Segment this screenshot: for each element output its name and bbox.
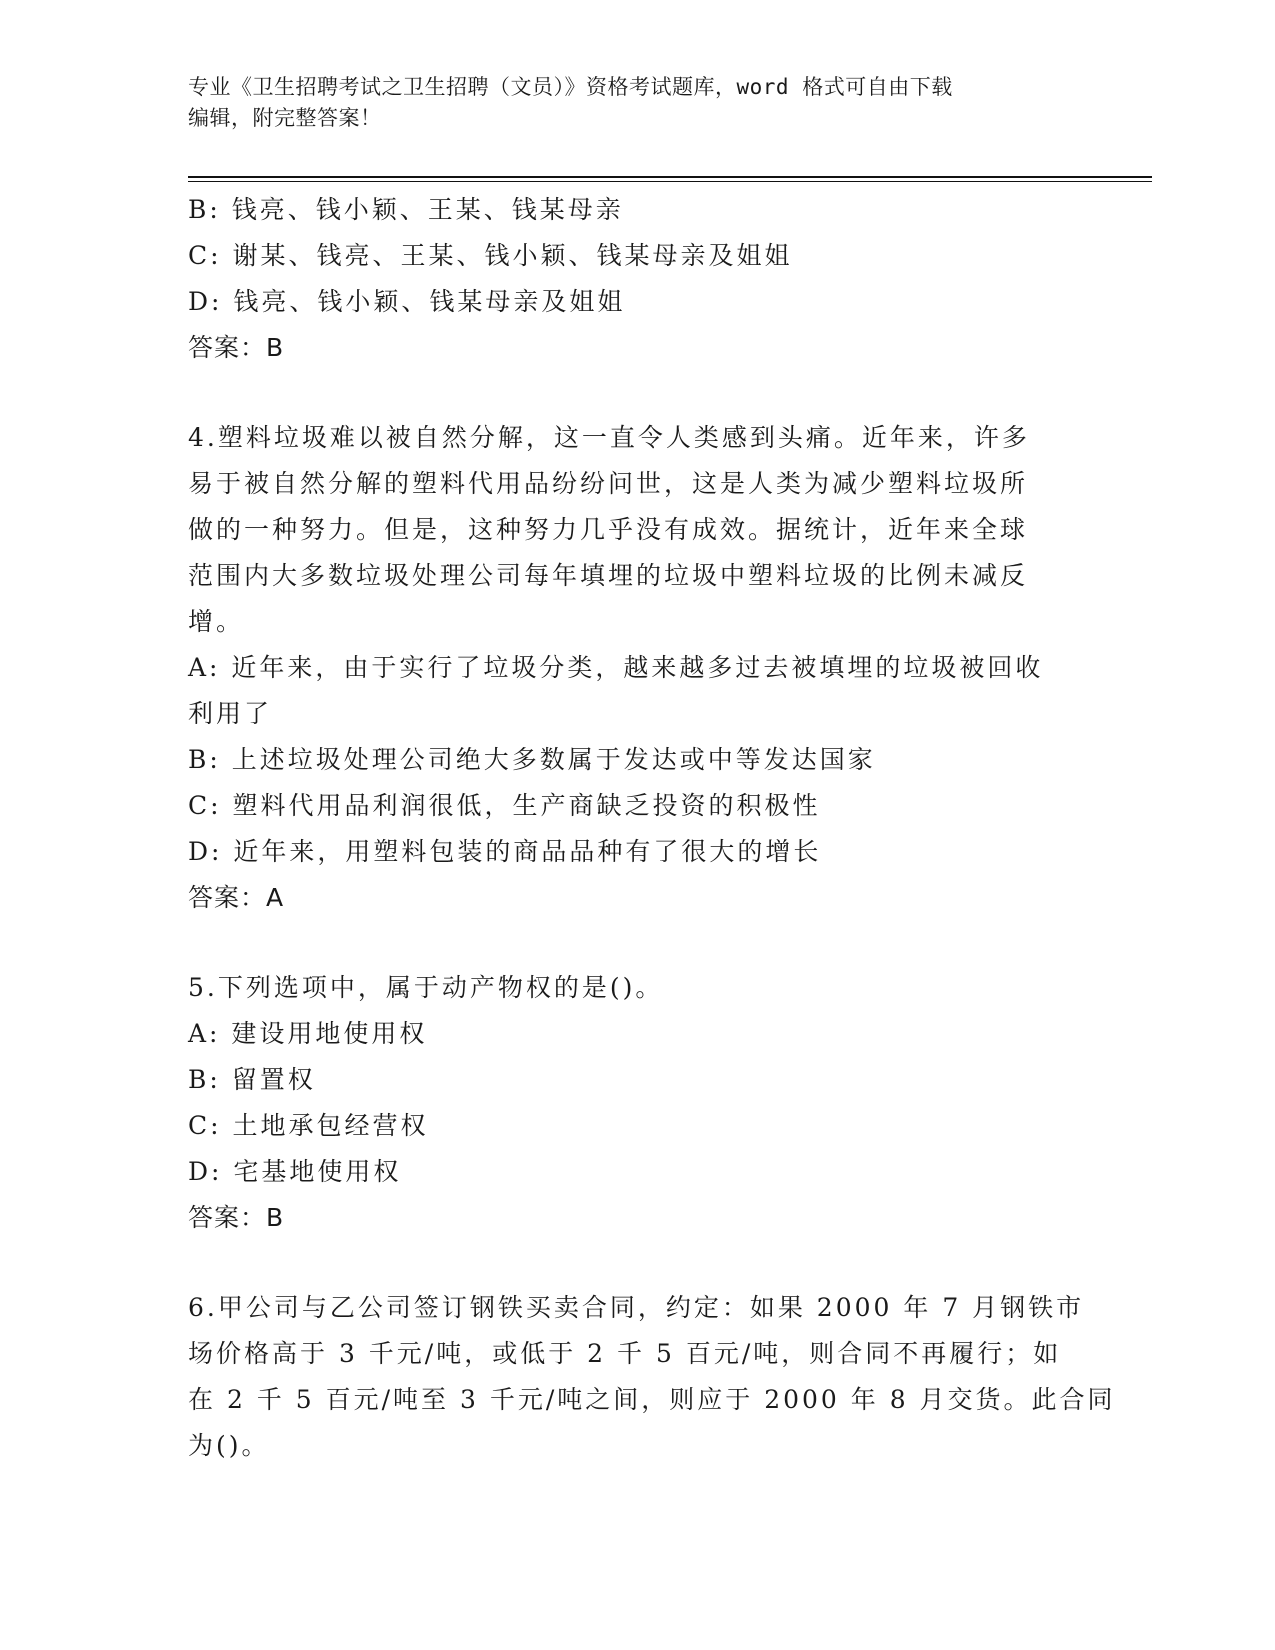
question-stem-line: 做的一种努力。但是，这种努力几乎没有成效。据统计，近年来全球	[188, 515, 1029, 544]
header-divider-thick	[188, 176, 1152, 178]
header-line-2: 编辑，附完整答案！	[188, 106, 382, 130]
answer-line: 答案：B	[188, 333, 285, 362]
option-d: D: 近年来，用塑料包装的商品品种有了很大的增长	[188, 837, 822, 866]
option-c: C: 土地承包经营权	[188, 1111, 429, 1140]
question-stem-line: 4.塑料垃圾难以被自然分解，这一直令人类感到头痛。近年来，许多	[188, 423, 1030, 452]
question-stem-line: 5.下列选项中，属于动产物权的是()。	[188, 973, 664, 1002]
option-b: B: 上述垃圾处理公司绝大多数属于发达或中等发达国家	[188, 745, 876, 774]
header-line-1: 专业《卫生招聘考试之卫生招聘（文员）》资格考试题库，word 格式可自由下载	[188, 75, 953, 99]
answer-line: 答案：A	[188, 883, 285, 912]
option-a-continued: 利用了	[188, 699, 273, 728]
question-6	[188, 1285, 1116, 1469]
question-content	[188, 187, 1116, 1469]
question-5	[188, 965, 1088, 1241]
option-c: C: 塑料代用品利润很低，生产商缺乏投资的积极性	[188, 791, 821, 820]
option-b: B: 留置权	[188, 1065, 316, 1094]
question-stem-line: 场价格高于 3 千元/吨，或低于 2 千 5 百元/吨，则合同不再履行；如	[188, 1339, 1062, 1368]
option-d: D: 钱亮、钱小颖、钱某母亲及姐姐	[188, 287, 626, 316]
option-d: D: 宅基地使用权	[188, 1157, 402, 1186]
header-divider-thin	[188, 181, 1152, 182]
option-a: A: 建设用地使用权	[188, 1019, 428, 1048]
option-a: A: 近年来，由于实行了垃圾分类，越来越多过去被填埋的垃圾被回收	[188, 653, 1044, 682]
question-stem-line: 易于被自然分解的塑料代用品纷纷问世，这是人类为减少塑料垃圾所	[188, 469, 1029, 498]
question-stem-line: 为()。	[188, 1431, 270, 1460]
answer-line: 答案：B	[188, 1203, 285, 1232]
question-4	[188, 415, 1088, 921]
question-stem-line: 在 2 千 5 百元/吨至 3 千元/吨之间，则应于 2000 年 8 月交货。此合同	[188, 1385, 1116, 1414]
question-3	[188, 187, 1088, 371]
question-stem-line: 范围内大多数垃圾处理公司每年填埋的垃圾中塑料垃圾的比例未减反	[188, 561, 1029, 590]
option-b: B: 钱亮、钱小颖、王某、钱某母亲	[188, 195, 624, 224]
question-stem-line: 增。	[188, 607, 245, 636]
option-c: C: 谢某、钱亮、王某、钱小颖、钱某母亲及姐姐	[188, 241, 793, 270]
question-stem-line: 6.甲公司与乙公司签订钢铁买卖合同，约定：如果 2000 年 7 月钢铁市	[188, 1293, 1085, 1322]
document-header	[188, 72, 1068, 134]
